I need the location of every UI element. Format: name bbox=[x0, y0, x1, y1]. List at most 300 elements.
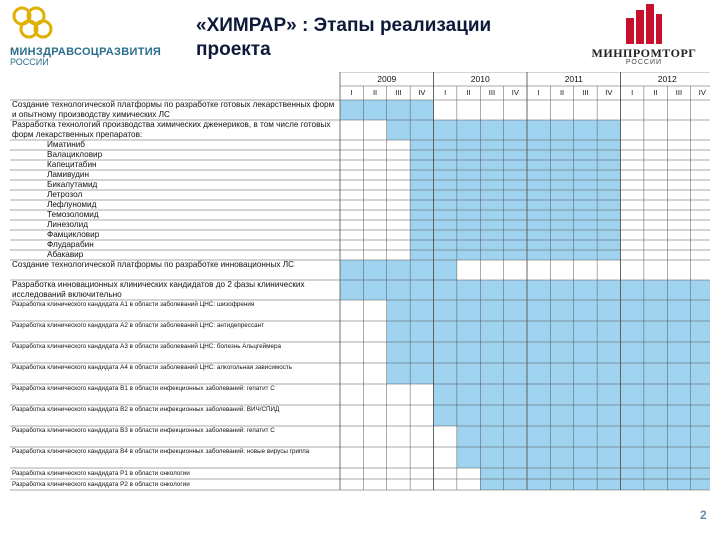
gantt-bar-cell bbox=[644, 342, 667, 363]
task-label: Разработка инновационных клинических кандидатов до 2 фазы клинических исследований включительно bbox=[12, 280, 305, 299]
gantt-bar-cell bbox=[644, 280, 667, 300]
gantt-bar-cell bbox=[457, 170, 480, 180]
task-label: Разработка клинического кандидата Р1 в области онкологии bbox=[12, 470, 190, 477]
gantt-bar-cell bbox=[550, 140, 573, 150]
gantt-bar-cell bbox=[527, 220, 550, 230]
gantt-bar-cell bbox=[457, 321, 480, 342]
gantt-bar-cell bbox=[434, 260, 457, 280]
gantt-bar-cell bbox=[691, 468, 710, 479]
gantt-bar-cell bbox=[621, 384, 644, 405]
gantt-bar-cell bbox=[434, 342, 457, 363]
gantt-bar-cell bbox=[574, 405, 597, 426]
gantt-bar-cell bbox=[480, 200, 503, 210]
gantt-bar-cell bbox=[434, 180, 457, 190]
gantt-bar-cell bbox=[574, 363, 597, 384]
gantt-bar-cell bbox=[457, 150, 480, 160]
gantt-bar-cell bbox=[527, 150, 550, 160]
quarter-header: I bbox=[537, 88, 540, 97]
gantt-bar-cell bbox=[597, 405, 620, 426]
gantt-bar-cell bbox=[621, 468, 644, 479]
quarter-header: I bbox=[350, 88, 353, 97]
gantt-bar-cell bbox=[574, 170, 597, 180]
gantt-bar-cell bbox=[550, 220, 573, 230]
gantt-bar-cell bbox=[480, 240, 503, 250]
gantt-bar-cell bbox=[434, 160, 457, 170]
gantt-bar-cell bbox=[597, 120, 620, 140]
gantt-bar-cell bbox=[644, 447, 667, 468]
gantt-bar-cell bbox=[434, 210, 457, 220]
gantt-bar-cell bbox=[597, 280, 620, 300]
gantt-bar-cell bbox=[434, 384, 457, 405]
year-header: 2010 bbox=[470, 74, 490, 84]
gantt-bar-cell bbox=[597, 190, 620, 200]
gantt-bar-cell bbox=[667, 384, 690, 405]
gantt-bar-cell bbox=[621, 426, 644, 447]
gantt-bar-cell bbox=[504, 220, 527, 230]
gantt-bar-cell bbox=[574, 180, 597, 190]
task-label: Линезолид bbox=[47, 220, 89, 229]
gantt-bar-cell bbox=[410, 120, 433, 140]
gantt-bar-cell bbox=[457, 280, 480, 300]
gantt-bar-cell bbox=[527, 447, 550, 468]
gantt-bar-cell bbox=[667, 300, 690, 321]
gantt-bar-cell bbox=[434, 240, 457, 250]
gantt-bar-cell bbox=[504, 300, 527, 321]
gantt-bar-cell bbox=[574, 384, 597, 405]
gantt-bar-cell bbox=[574, 300, 597, 321]
gantt-bar-cell bbox=[574, 321, 597, 342]
gantt-bar-cell bbox=[667, 363, 690, 384]
gantt-bar-cell bbox=[480, 170, 503, 180]
task-label: Разработка клинического кандидата А2 в области заболеваний ЦНС: антидепрессант bbox=[12, 322, 264, 329]
gantt-bar-cell bbox=[480, 230, 503, 240]
gantt-bar-cell bbox=[410, 280, 433, 300]
gantt-bar-cell bbox=[550, 190, 573, 200]
gantt-bar-cell bbox=[667, 280, 690, 300]
gantt-bar-cell bbox=[667, 479, 690, 490]
gantt-bar-cell bbox=[457, 140, 480, 150]
gantt-bar-cell bbox=[691, 426, 710, 447]
gantt-bar-cell bbox=[480, 190, 503, 200]
ministry-right-name: МИНПРОМТОРГ bbox=[591, 46, 697, 60]
gantt-bar-cell bbox=[527, 140, 550, 150]
gantt-bar-cell bbox=[574, 210, 597, 220]
gantt-bar-cell bbox=[457, 160, 480, 170]
task-label: Лефлуномид bbox=[47, 200, 97, 209]
gantt-bar-cell bbox=[457, 342, 480, 363]
gantt-bar-cell bbox=[504, 240, 527, 250]
gantt-bar-cell bbox=[504, 468, 527, 479]
gantt-bar-cell bbox=[387, 280, 410, 300]
gantt-bar-cell bbox=[667, 447, 690, 468]
gantt-bar-cell bbox=[527, 342, 550, 363]
gantt-bar-cell bbox=[340, 260, 363, 280]
gantt-bar-cell bbox=[480, 363, 503, 384]
gantt-bar-cell bbox=[644, 321, 667, 342]
gantt-bar-cell bbox=[574, 250, 597, 260]
gantt-bar-cell bbox=[457, 447, 480, 468]
gantt-bar-cell bbox=[527, 426, 550, 447]
gantt-bar-cell bbox=[621, 321, 644, 342]
minpromtorg-logo bbox=[588, 2, 700, 68]
gantt-bar-cell bbox=[504, 190, 527, 200]
quarter-header: III bbox=[675, 88, 683, 97]
gantt-bar-cell bbox=[504, 479, 527, 490]
gantt-bar-cell bbox=[550, 321, 573, 342]
task-label: Разработка клинического кандидата Р2 в области онкологии bbox=[12, 481, 190, 488]
gantt-bar-cell bbox=[691, 479, 710, 490]
gantt-bar-cell bbox=[550, 160, 573, 170]
year-header: 2009 bbox=[377, 74, 397, 84]
gantt-bar-cell bbox=[504, 230, 527, 240]
gantt-bar-cell bbox=[434, 120, 457, 140]
year-header: 2011 bbox=[564, 74, 583, 84]
task-label: Иматиниб bbox=[47, 140, 85, 149]
gantt-bar-cell bbox=[410, 180, 433, 190]
gantt-bar-cell bbox=[387, 100, 410, 120]
task-label: Фамцикловир bbox=[47, 230, 100, 239]
quarter-header: II bbox=[466, 88, 471, 97]
gantt-bar-cell bbox=[644, 426, 667, 447]
gantt-bar-cell bbox=[644, 363, 667, 384]
gantt-bar-cell bbox=[457, 426, 480, 447]
gantt-bar-cell bbox=[480, 321, 503, 342]
gantt-bar-cell bbox=[504, 170, 527, 180]
gantt-bar-cell bbox=[550, 300, 573, 321]
gantt-bar-cell bbox=[387, 363, 410, 384]
gantt-bar-cell bbox=[550, 230, 573, 240]
gantt-bar-cell bbox=[621, 479, 644, 490]
gantt-bar-cell bbox=[410, 160, 433, 170]
quarter-header: I bbox=[631, 88, 634, 97]
gantt-bar-cell bbox=[410, 220, 433, 230]
task-label: Создание технологической платформы по разработке готовых лекарственных форм и опытному производству химических ЛС bbox=[12, 100, 335, 119]
gantt-bar-cell bbox=[363, 100, 386, 120]
gantt-bar-cell bbox=[574, 220, 597, 230]
gantt-bar-cell bbox=[550, 200, 573, 210]
gantt-bar-cell bbox=[434, 250, 457, 260]
quarter-header: II bbox=[559, 88, 565, 97]
gantt-bar-cell bbox=[387, 120, 410, 140]
gantt-bar-cell bbox=[574, 120, 597, 140]
gantt-bar-cell bbox=[574, 447, 597, 468]
minzdrav-emblem-icon bbox=[10, 4, 58, 44]
gantt-bar-cell bbox=[691, 363, 710, 384]
gantt-bar-cell bbox=[527, 300, 550, 321]
gantt-bar-cell bbox=[527, 384, 550, 405]
gantt-bar-cell bbox=[527, 479, 550, 490]
gantt-bar-cell bbox=[597, 210, 620, 220]
gantt-bar-cell bbox=[504, 280, 527, 300]
gantt-bar-cell bbox=[597, 479, 620, 490]
quarter-header: II bbox=[372, 88, 378, 97]
gantt-bar-cell bbox=[434, 220, 457, 230]
gantt-bar-cell bbox=[363, 260, 386, 280]
gantt-bar-cell bbox=[597, 300, 620, 321]
gantt-bar-cell bbox=[457, 240, 480, 250]
task-label: Ламивудин bbox=[47, 170, 89, 179]
gantt-bar-cell bbox=[457, 210, 480, 220]
task-label: Разработка технологий производства химических дженериков, в том числе готовых форм лекарственных препаратов: bbox=[12, 120, 331, 139]
gantt-bar-cell bbox=[550, 468, 573, 479]
gantt-bar-cell bbox=[667, 321, 690, 342]
gantt-bar-cell bbox=[621, 300, 644, 321]
gantt-bar-cell bbox=[410, 200, 433, 210]
gantt-bar-cell bbox=[550, 120, 573, 140]
minpromtorg-emblem-icon bbox=[624, 4, 664, 44]
gantt-bar-cell bbox=[597, 250, 620, 260]
gantt-bar-cell bbox=[550, 405, 573, 426]
task-label: Разработка клинического кандидата А4 в области заболеваний ЦНС: алкогольная зависимость bbox=[12, 364, 293, 371]
gantt-bar-cell bbox=[480, 140, 503, 150]
gantt-bar-cell bbox=[574, 150, 597, 160]
gantt-bar-cell bbox=[504, 426, 527, 447]
gantt-bar-cell bbox=[597, 200, 620, 210]
quarter-header: IV bbox=[511, 88, 519, 97]
quarter-header: III bbox=[395, 88, 402, 97]
gantt-bar-cell bbox=[410, 363, 433, 384]
gantt-bar-cell bbox=[644, 384, 667, 405]
gantt-bar-cell bbox=[504, 210, 527, 220]
quarter-header: III bbox=[488, 88, 496, 97]
quarter-header: IV bbox=[605, 88, 613, 97]
ministry-left-name: МИНЗДРАВСОЦРАЗВИТИЯ bbox=[10, 46, 162, 58]
gantt-bar-cell bbox=[597, 230, 620, 240]
task-label: Темозоломид bbox=[47, 210, 99, 219]
gantt-bar-cell bbox=[480, 342, 503, 363]
task-label: Разработка клинического кандидата В1 в области инфекционных заболеваний: гепатит С bbox=[12, 385, 275, 392]
gantt-bar-cell bbox=[550, 280, 573, 300]
gantt-bar-cell bbox=[410, 300, 433, 321]
gantt-bar-cell bbox=[527, 120, 550, 140]
gantt-bar-cell bbox=[434, 150, 457, 160]
gantt-bar-cell bbox=[410, 210, 433, 220]
gantt-bar-cell bbox=[574, 190, 597, 200]
gantt-bar-cell bbox=[504, 140, 527, 150]
gantt-bar-cell bbox=[480, 479, 503, 490]
gantt-bar-cell bbox=[457, 220, 480, 230]
gantt-bar-cell bbox=[597, 426, 620, 447]
gantt-bar-cell bbox=[621, 280, 644, 300]
gantt-bar-cell bbox=[574, 240, 597, 250]
gantt-bar-cell bbox=[621, 405, 644, 426]
gantt-bar-cell bbox=[527, 170, 550, 180]
gantt-bar-cell bbox=[691, 342, 710, 363]
gantt-bar-cell bbox=[644, 405, 667, 426]
gantt-bar-cell bbox=[527, 230, 550, 240]
gantt-bar-cell bbox=[574, 479, 597, 490]
gantt-bar-cell bbox=[691, 447, 710, 468]
gantt-bar-cell bbox=[340, 280, 363, 300]
gantt-bar-cell bbox=[527, 321, 550, 342]
task-label: Валацикловир bbox=[47, 150, 103, 159]
page-number: 2 bbox=[700, 508, 707, 522]
gantt-bar-cell bbox=[434, 300, 457, 321]
quarter-header: IV bbox=[418, 88, 426, 97]
gantt-bar-cell bbox=[504, 250, 527, 260]
gantt-bar-cell bbox=[480, 180, 503, 190]
gantt-bar-cell bbox=[410, 342, 433, 363]
task-label: Летрозол bbox=[47, 190, 83, 199]
gantt-bar-cell bbox=[480, 405, 503, 426]
gantt-bar-cell bbox=[434, 140, 457, 150]
gantt-bar-cell bbox=[480, 280, 503, 300]
gantt-bar-cell bbox=[434, 363, 457, 384]
gantt-bar-cell bbox=[410, 230, 433, 240]
gantt-bar-cell bbox=[504, 342, 527, 363]
task-label: Бикалутамид bbox=[47, 180, 98, 189]
gantt-bar-cell bbox=[691, 405, 710, 426]
gantt-bar-cell bbox=[574, 160, 597, 170]
quarter-header: III bbox=[582, 88, 589, 97]
year-header: 2012 bbox=[657, 74, 677, 84]
ministry-right-sub: РОССИИ bbox=[625, 59, 663, 66]
gantt-bar-cell bbox=[691, 280, 710, 300]
gantt-bar-cell bbox=[504, 321, 527, 342]
gantt-bar-cell bbox=[621, 363, 644, 384]
gantt-bar-cell bbox=[527, 200, 550, 210]
gantt-bar-cell bbox=[597, 140, 620, 150]
gantt-bar-cell bbox=[434, 280, 457, 300]
gantt-bar-cell bbox=[574, 230, 597, 240]
gantt-bar-cell bbox=[457, 230, 480, 240]
gantt-bar-cell bbox=[597, 180, 620, 190]
gantt-bar-cell bbox=[527, 405, 550, 426]
task-label: Капецитабин bbox=[47, 160, 97, 169]
gantt-bar-cell bbox=[434, 405, 457, 426]
gantt-bar-cell bbox=[387, 300, 410, 321]
gantt-bar-cell bbox=[550, 170, 573, 180]
gantt-bar-cell bbox=[597, 384, 620, 405]
gantt-bar-cell bbox=[340, 100, 363, 120]
gantt-bar-cell bbox=[434, 230, 457, 240]
gantt-bar-cell bbox=[597, 342, 620, 363]
gantt-bar-cell bbox=[480, 468, 503, 479]
gantt-bar-cell bbox=[550, 384, 573, 405]
gantt-bar-cell bbox=[667, 468, 690, 479]
gantt-bar-cell bbox=[597, 160, 620, 170]
gantt-bar-cell bbox=[597, 363, 620, 384]
gantt-bar-cell bbox=[480, 220, 503, 230]
gantt-bar-cell bbox=[550, 250, 573, 260]
gantt-bar-cell bbox=[457, 405, 480, 426]
task-label: Разработка клинического кандидата А1 в области заболеваний ЦНС: шизофрения bbox=[12, 301, 255, 308]
gantt-bar-cell bbox=[410, 140, 433, 150]
gantt-bar-cell bbox=[527, 180, 550, 190]
gantt-bar-cell bbox=[597, 468, 620, 479]
gantt-bar-cell bbox=[550, 363, 573, 384]
gantt-bar-cell bbox=[527, 240, 550, 250]
gantt-bar-cell bbox=[504, 120, 527, 140]
gantt-bar-cell bbox=[410, 190, 433, 200]
gantt-bar-cell bbox=[527, 363, 550, 384]
gantt-bar-cell bbox=[387, 260, 410, 280]
task-label: Разработка клинического кандидата А3 в области заболеваний ЦНС: болезнь Альцгеймера bbox=[12, 343, 282, 350]
gantt-bar-cell bbox=[457, 384, 480, 405]
gantt-bar-cell bbox=[410, 321, 433, 342]
minzdrav-logo bbox=[4, 4, 194, 66]
gantt-bar-cell bbox=[621, 447, 644, 468]
gantt-bar-cell bbox=[550, 447, 573, 468]
gantt-bar-cell bbox=[434, 170, 457, 180]
gantt-bar-cell bbox=[550, 240, 573, 250]
gantt-bar-cell bbox=[504, 384, 527, 405]
gantt-bar-cell bbox=[504, 180, 527, 190]
gantt-bar-cell bbox=[480, 300, 503, 321]
quarter-header: IV bbox=[698, 88, 706, 97]
gantt-bar-cell bbox=[504, 405, 527, 426]
gantt-bar-cell bbox=[574, 140, 597, 150]
task-label: Флударабин bbox=[47, 240, 94, 249]
gantt-bar-cell bbox=[644, 300, 667, 321]
gantt-bar-cell bbox=[574, 426, 597, 447]
gantt-bar-cell bbox=[527, 160, 550, 170]
gantt-bar-cell bbox=[621, 342, 644, 363]
task-label: Создание технологической платформы по разработке инновационных ЛС bbox=[12, 260, 294, 269]
gantt-bar-cell bbox=[410, 240, 433, 250]
gantt-bar-cell bbox=[480, 426, 503, 447]
gantt-bar-cell bbox=[597, 150, 620, 160]
gantt-bar-cell bbox=[504, 200, 527, 210]
gantt-bar-cell bbox=[480, 384, 503, 405]
gantt-bar-cell bbox=[457, 180, 480, 190]
gantt-bar-cell bbox=[504, 160, 527, 170]
gantt-bar-cell bbox=[527, 250, 550, 260]
gantt-bar-cell bbox=[363, 280, 386, 300]
gantt-bar-cell bbox=[644, 468, 667, 479]
gantt-bar-cell bbox=[504, 363, 527, 384]
gantt-bar-cell bbox=[434, 190, 457, 200]
gantt-bar-cell bbox=[667, 426, 690, 447]
gantt-bar-cell bbox=[667, 342, 690, 363]
gantt-bar-cell bbox=[480, 150, 503, 160]
gantt-bar-cell bbox=[387, 342, 410, 363]
gantt-bar-cell bbox=[667, 405, 690, 426]
gantt-bar-cell bbox=[457, 200, 480, 210]
quarter-header: II bbox=[653, 88, 658, 97]
gantt-bar-cell bbox=[691, 300, 710, 321]
gantt-bar-cell bbox=[550, 342, 573, 363]
gantt-bar-cell bbox=[527, 468, 550, 479]
gantt-bar-cell bbox=[434, 200, 457, 210]
gantt-bar-cell bbox=[691, 321, 710, 342]
gantt-bar-cell bbox=[527, 210, 550, 220]
gantt-bar-cell bbox=[480, 120, 503, 140]
gantt-bar-cell bbox=[597, 220, 620, 230]
gantt-bar-cell bbox=[597, 447, 620, 468]
quarter-header: I bbox=[444, 88, 447, 97]
gantt-bar-cell bbox=[410, 100, 433, 120]
gantt-bar-cell bbox=[550, 180, 573, 190]
task-label: Разработка клинического кандидата В4 в области инфекционных заболеваний: новые вирусы гриппа bbox=[12, 448, 310, 455]
gantt-bar-cell bbox=[550, 426, 573, 447]
task-label: Разработка клинического кандидата В2 в области инфекционных заболеваний: ВИЧ/СПИД bbox=[12, 406, 280, 413]
gantt-bar-cell bbox=[644, 479, 667, 490]
gantt-bar-cell bbox=[457, 120, 480, 140]
gantt-bar-cell bbox=[480, 210, 503, 220]
gantt-bar-cell bbox=[550, 479, 573, 490]
task-label: Разработка клинического кандидата В3 в области инфекционных заболеваний: гепатит С bbox=[12, 427, 275, 434]
gantt-bar-cell bbox=[434, 321, 457, 342]
gantt-bar-cell bbox=[574, 280, 597, 300]
gantt-bar-cell bbox=[527, 280, 550, 300]
gantt-bar-cell bbox=[691, 384, 710, 405]
gantt-bar-cell bbox=[457, 190, 480, 200]
gantt-bar-cell bbox=[410, 170, 433, 180]
gantt-bar-cell bbox=[457, 300, 480, 321]
gantt-bar-cell bbox=[480, 160, 503, 170]
task-label: Абакавир bbox=[47, 250, 84, 259]
